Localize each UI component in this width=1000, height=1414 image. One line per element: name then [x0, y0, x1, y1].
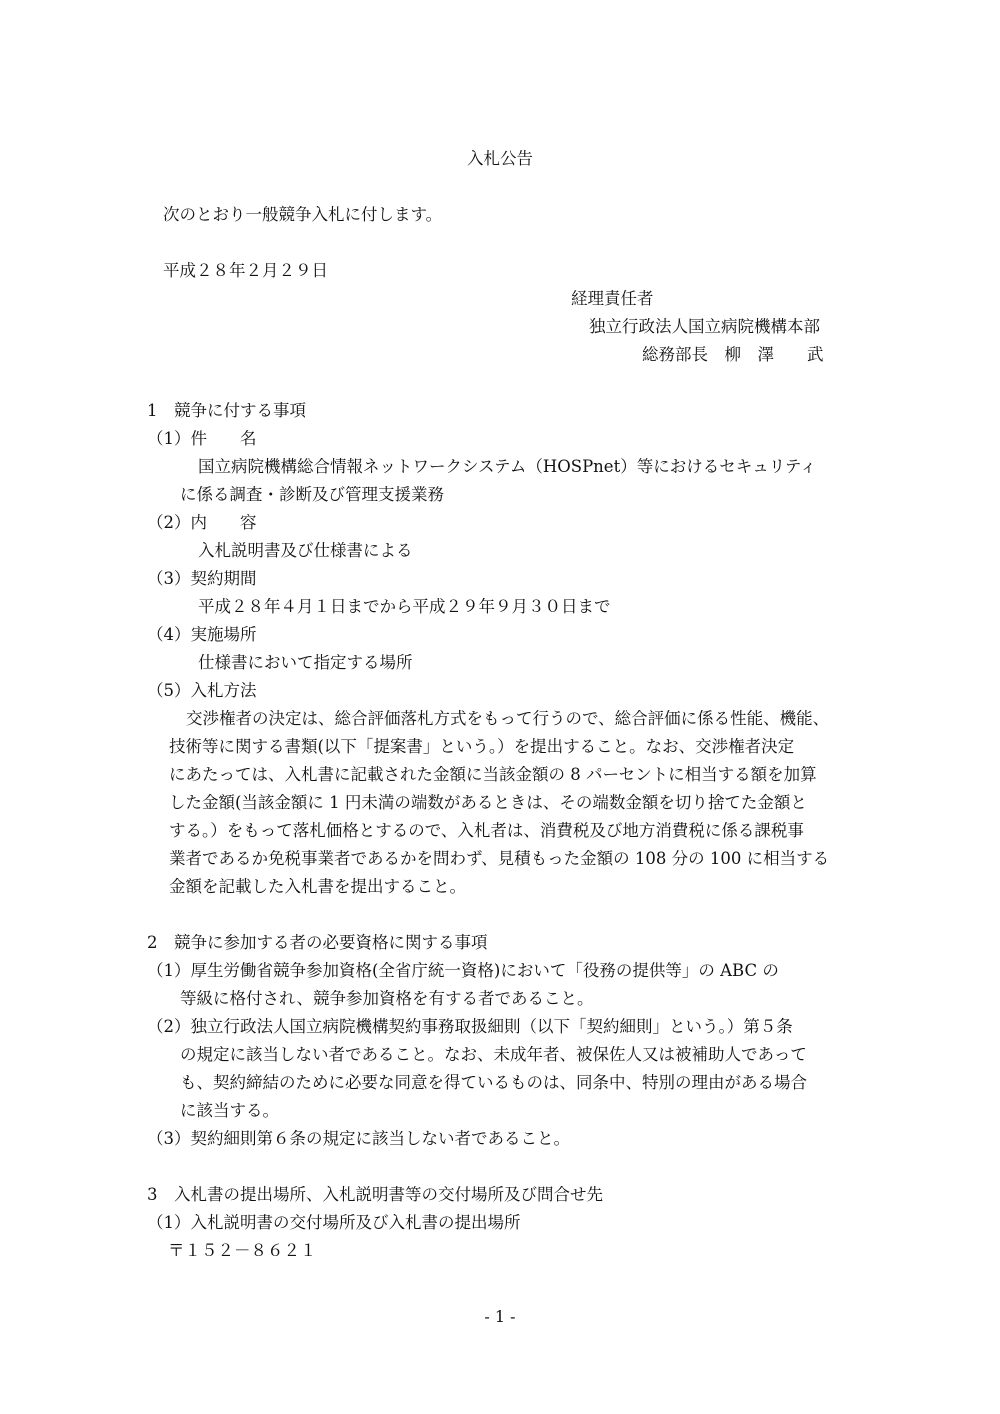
- section2-item3: （3）契約細則第６条の規定に該当しない者であること。: [147, 1129, 570, 1148]
- section1-item5-line: 技術等に関する書類(以下「提案書」という。）を提出すること。なお、交渉権者決定: [169, 737, 795, 756]
- section2-heading: 2 競争に参加する者の必要資格に関する事項: [147, 933, 488, 952]
- section3-item1-label: （1）入札説明書の交付場所及び入札書の提出場所: [147, 1213, 521, 1232]
- section1-item5-line: する。）をもって落札価格とするので、入札者は、消費税及び地方消費税に係る課税事: [169, 821, 804, 840]
- section1-item2-text: 入札説明書及び仕様書による: [198, 541, 413, 560]
- issue-date: 平成２８年２月２９日: [163, 261, 328, 280]
- postal-code: 〒１５２－８６２１: [168, 1241, 317, 1260]
- section1-item2-label: （2）内 容: [147, 513, 257, 532]
- section1-heading: 1 競争に付する事項: [147, 401, 306, 420]
- section1-item5-line: 交渉権者の決定は、総合評価落札方式をもって行うので、総合評価に係る性能、機能、: [186, 709, 830, 728]
- section1-item4-text: 仕様書において指定する場所: [198, 653, 413, 672]
- section1-item5-line: にあたっては、入札書に記載された金額に当該金額の 8 パーセントに相当する額を加算: [169, 765, 817, 784]
- issuer-title-name: 総務部長 柳 澤 武: [642, 345, 824, 364]
- intro-text: 次のとおり一般競争入札に付します。: [163, 205, 443, 224]
- section1-item3-text: 平成２８年４月１日までから平成２９年９月３０日まで: [198, 597, 611, 616]
- section1-item1-text: 国立病院機構総合情報ネットワークシステム（HOSPnet）等におけるセキュリティ: [198, 457, 817, 476]
- page-number: - 1 -: [484, 1307, 516, 1326]
- section2-item2-cont: に該当する。: [180, 1101, 279, 1120]
- document-title: 入札公告: [467, 149, 533, 168]
- section3-heading: 3 入札書の提出場所、入札説明書等の交付場所及び問合せ先: [147, 1185, 603, 1204]
- section1-item3-label: （3）契約期間: [147, 569, 257, 588]
- section1-item4-label: （4）実施場所: [147, 625, 257, 644]
- section1-item5-line: した金額(当該金額に 1 円未満の端数があるときは、その端数金額を切り捨てた金額と: [169, 793, 807, 812]
- section2-item2-cont: も、契約締結のために必要な同意を得ているものは、同条中、特別の理由がある場合: [180, 1073, 807, 1092]
- section1-item5-label: （5）入札方法: [147, 681, 257, 700]
- section1-item5-line: 金額を記載した入札書を提出すること。: [169, 877, 466, 896]
- section2-item2-cont: の規定に該当しない者であること。なお、未成年者、被保佐人又は被補助人であって: [180, 1045, 807, 1064]
- issuer-organization: 独立行政法人国立病院機構本部: [589, 317, 820, 336]
- section2-item2: （2）独立行政法人国立病院機構契約事務取扱細則（以下「契約細則」という。）第５条: [147, 1017, 793, 1036]
- issuer-role: 経理責任者: [571, 289, 654, 308]
- section2-item1: （1）厚生労働省競争参加資格(全省庁統一資格)において「役務の提供等」の ABC の: [147, 961, 779, 980]
- section1-item1-text-cont: に係る調査・診断及び管理支援業務: [180, 485, 444, 504]
- section1-item1-label: （1）件 名: [147, 429, 257, 448]
- section2-item1-cont: 等級に格付され、競争参加資格を有する者であること。: [180, 989, 594, 1008]
- section1-item5-line: 業者であるか免税事業者であるかを問わず、見積もった金額の 108 分の 100 に相当する: [169, 849, 830, 868]
